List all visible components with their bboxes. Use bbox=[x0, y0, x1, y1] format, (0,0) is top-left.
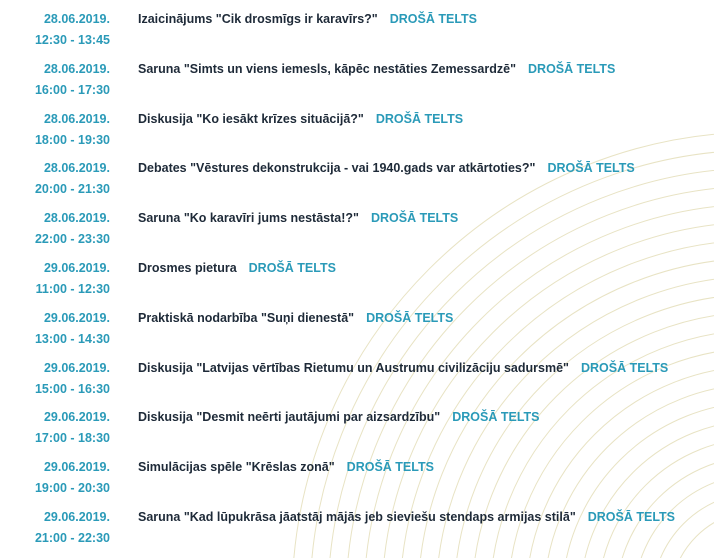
event-location-link[interactable]: DROŠĀ TELTS bbox=[370, 211, 459, 226]
event-date: 29.06.2019. bbox=[43, 410, 110, 425]
event-row bbox=[0, 309, 714, 349]
event-location-link[interactable]: DROŠĀ TELTS bbox=[366, 310, 454, 325]
event-time: 13:00 - 14:30 bbox=[34, 331, 110, 346]
event-date: 28.06.2019. bbox=[43, 61, 110, 76]
event-row bbox=[0, 359, 714, 399]
event-time: 17:00 - 18:30 bbox=[34, 431, 110, 446]
event-date: 29.06.2019. bbox=[43, 310, 110, 325]
event-title: Praktiskā nodarbība "Suņi dienestā" bbox=[138, 310, 355, 325]
event-title: Saruna "Ko karavīri jums nestāsta!?" bbox=[138, 211, 359, 226]
event-line bbox=[138, 62, 615, 77]
event-row bbox=[0, 60, 714, 100]
event-location-link[interactable]: DROŠĀ TELTS bbox=[452, 410, 540, 425]
event-row bbox=[0, 110, 714, 150]
event-title: Diskusija "Desmit neērti jautājumi par aizsardzību" bbox=[138, 410, 441, 425]
event-title: Saruna "Simts un viens iemesls, kāpēc nestāties Zemessardzē" bbox=[138, 61, 517, 76]
event-date: 29.06.2019. bbox=[43, 510, 110, 524]
event-row bbox=[0, 259, 714, 299]
event-line bbox=[138, 410, 540, 425]
event-date: 28.06.2019. bbox=[43, 111, 110, 126]
event-time: 21:00 - 22:30 bbox=[34, 531, 110, 545]
event-time: 20:00 - 21:30 bbox=[34, 182, 110, 197]
event-time: 11:00 - 12:30 bbox=[35, 282, 110, 296]
event-row bbox=[0, 209, 714, 249]
event-location-link[interactable]: DROŠĀ TELTS bbox=[248, 261, 336, 275]
event-date: 28.06.2019. bbox=[43, 161, 110, 176]
event-line bbox=[138, 12, 477, 27]
event-row bbox=[0, 458, 714, 498]
event-line bbox=[138, 311, 453, 326]
event-time: 19:00 - 20:30 bbox=[34, 481, 110, 496]
event-date: 28.06.2019. bbox=[43, 211, 110, 226]
event-row bbox=[0, 408, 714, 448]
event-date: 29.06.2019. bbox=[43, 460, 110, 475]
event-time: 22:00 - 23:30 bbox=[34, 232, 110, 247]
event-title: Simulācijas spēle "Krēslas zonā" bbox=[138, 460, 335, 475]
event-line bbox=[138, 510, 675, 525]
event-row bbox=[0, 10, 714, 50]
event-location-link[interactable]: DROŠĀ TELTS bbox=[587, 510, 676, 524]
event-title: Debates "Vēstures dekonstrukcija - vai 1940.gads var atkārtoties?" bbox=[138, 161, 536, 176]
event-time: 16:00 - 17:30 bbox=[34, 82, 110, 97]
event-line bbox=[138, 112, 463, 127]
event-row bbox=[0, 159, 714, 199]
event-title: Diskusija "Latvijas vērtības Rietumu un Austrumu civilizāciju sadursmē" bbox=[138, 360, 569, 375]
event-line bbox=[138, 161, 635, 176]
event-line bbox=[138, 261, 336, 276]
event-date: 29.06.2019. bbox=[43, 360, 110, 375]
event-location-link[interactable]: DROŠĀ TELTS bbox=[528, 61, 616, 76]
event-line bbox=[138, 211, 458, 226]
event-title: Diskusija "Ko iesākt krīzes situācijā?" bbox=[138, 111, 364, 126]
event-title: Drosmes pietura bbox=[138, 261, 237, 275]
event-location-link[interactable]: DROŠĀ TELTS bbox=[547, 161, 635, 176]
event-location-link[interactable]: DROŠĀ TELTS bbox=[389, 12, 478, 26]
event-title: Saruna "Kad lūpukrāsa jāatstāj mājās jeb sieviešu stendaps armijas stilā" bbox=[138, 510, 576, 524]
event-location-link[interactable]: DROŠĀ TELTS bbox=[580, 360, 669, 375]
event-date: 28.06.2019. bbox=[43, 12, 110, 26]
event-time: 18:00 - 19:30 bbox=[34, 132, 110, 147]
event-row bbox=[0, 508, 714, 548]
event-location-link[interactable]: DROŠĀ TELTS bbox=[375, 111, 464, 126]
event-title: Izaicinājums "Cik drosmīgs ir karavīrs?" bbox=[138, 12, 378, 26]
event-line bbox=[138, 460, 434, 475]
event-date: 29.06.2019. bbox=[43, 261, 110, 275]
event-time: 15:00 - 16:30 bbox=[34, 381, 110, 396]
event-location-link[interactable]: DROŠĀ TELTS bbox=[346, 460, 434, 475]
event-line bbox=[138, 361, 668, 376]
event-time: 12:30 - 13:45 bbox=[34, 33, 110, 47]
